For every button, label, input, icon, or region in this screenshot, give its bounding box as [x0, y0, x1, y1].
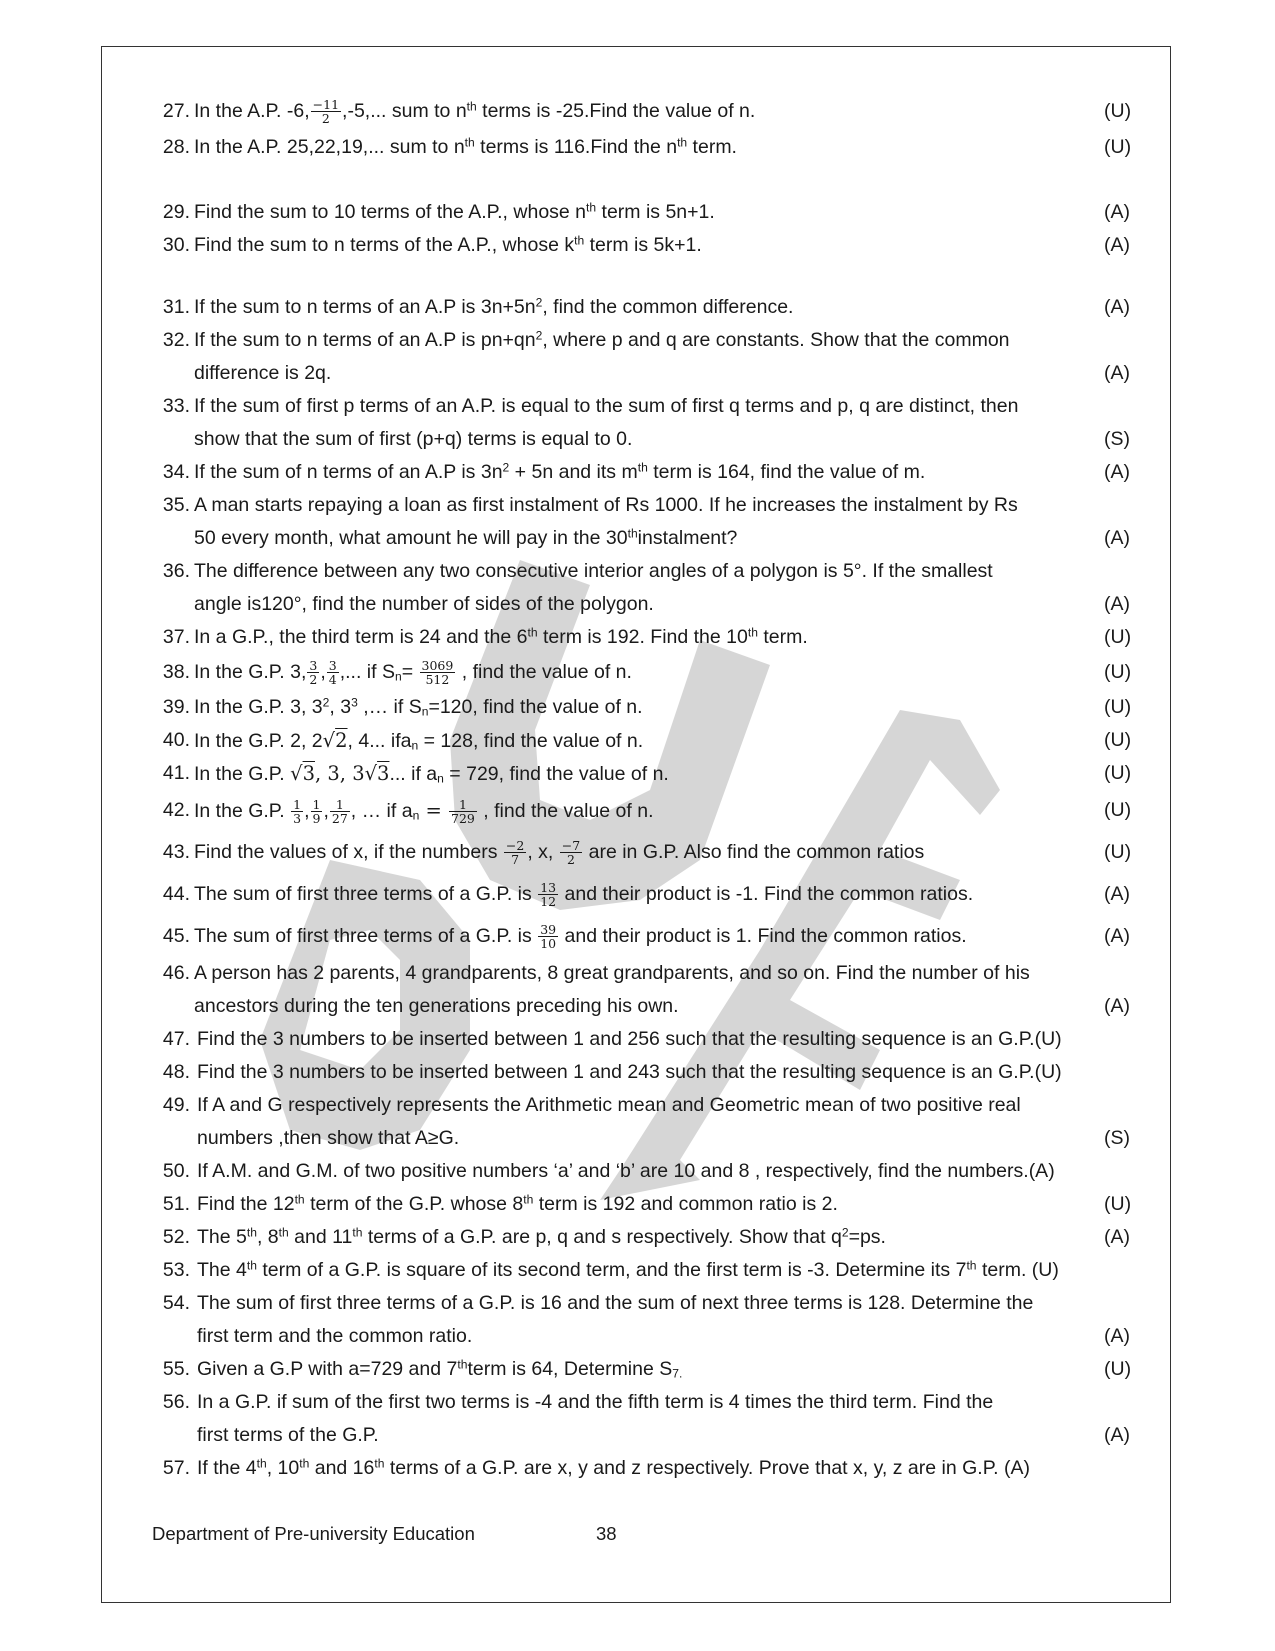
question-30: 30. Find the sum to n terms of the A.P., whose $k^{th}$ term is 5k+1. (A): [162, 233, 1130, 256]
question-33: 33. If the sum of first p terms of an A.P. is equal to the sum of first q terms and p, q are distinct, then: [162, 395, 1019, 417]
question-37: 37. In a G.P., the third term is 24 and the 6th term is 192. Find the 10th term. (U): [162, 625, 1132, 648]
question-44: 44. The sum of first three terms of a G.P. is $\frac{13}{12}$ and their product is -1. Find the common ratios. (A): [162, 880, 1130, 910]
question-45: 45. The sum of first three terms of a G.P. is $\frac{39}{10}$ and their product is 1. Find the common ratios. (A): [162, 922, 1130, 952]
question-28: 28. In the A.P. 25,22,19,... sum to $n^{th}$ terms is 116.Find the $n^{th}$ term. (U): [162, 135, 1132, 158]
question-34: 34. If the sum of n terms of an A.P is $3n^2 + 5n$ and its $m^{th}$ term is 164, find the value of m. (A): [162, 460, 1130, 483]
question-27: 27. In the A.P. -6, $\frac{-11}{2}$ ,-5,... sum to $n^{th}$ terms is -25.Find the value of n. (U): [162, 97, 1132, 127]
question-57: 57. If the 4th, 10th and 16th terms of a G.P. are x, y and z respectively. Prove that x, y, z are in G.P. (A): [162, 1456, 1031, 1479]
question-29: 29. Find the sum to 10 terms of the A.P., whose $n^{th}$ term is 5n+1. (A): [162, 200, 1130, 223]
question-53: 53. The 4th term of a G.P. is square of its second term, and the first term is -3. Determine its 7th term. (U): [162, 1258, 1059, 1281]
question-56: 56. In a G.P. if sum of the first two terms is -4 and the fifth term is 4 times the third term. Find the: [162, 1391, 994, 1413]
question-32: 32. If the sum to n terms of an A.P is $pn+qn^2$, where p and q are constants. Show that the common: [162, 328, 1010, 351]
question-35: 35. A man starts repaying a loan as first instalment of Rs 1000. If he increases the instalment by Rs: [162, 494, 1018, 516]
question-38: 38. In the G.P. 3, $\frac{3}{2}$ , $\frac{3}{4}$ ,... if $S_n=$ $\frac{3069}{512}$ , find the value of n. (U): [162, 658, 1132, 688]
question-40: 40. In the G.P. 2, 2√2, 4... ifa$_n$ = 128, find the value of n. (U): [162, 729, 1132, 753]
question-42: 42. In the G.P. $\frac{1}{3}$ , $\frac{1}{9}$ , $\frac{1}{27}$ , … if $a_n$ = $\frac{1}{729}$ , find the value of n. (U): [162, 797, 1132, 827]
question-48: 48. Find the 3 numbers to be inserted between 1 and 243 such that the resulting sequence is an G.P.(U): [162, 1061, 1062, 1083]
question-49: 49. If A and G respectively represents the Arithmetic mean and Geometric mean of two positive real: [162, 1094, 1021, 1116]
question-39: 39. In the G.P. 3, $3^2$, $3^3$ ,… if $S_n=120$, find the value of n. (U): [162, 695, 1132, 719]
question-55: 55. Given a G.P with a=729 and 7thterm is 64, Determine $S_{7.}$ (U): [162, 1357, 1132, 1381]
question-list-2: [150, 196, 1160, 262]
question-list-3: 31. If the sum to n terms of an A.P is $3n+5n^2$, find the common difference. (A) 32. If the sum to n terms of an A.P is $pn+qn^2$, where p and q are constants. Show that the common difference is 2q. (A) 33. If the sum of first p terms of an A.P. is equal to the sum of first q terms and p, q are distinct, then show that the sum of first (p+q) terms is equal to 0. (S) 34. If the sum of n terms of an A.P is $3n^2 + 5n$ and its $m^{th}$ term is 164, find the value of m. (A) 35. A man starts repaying a loan as first instalment of Rs 1000. If he increases the instalment by Rs 50 every month, what amount he will pay in the 30thinstalment? (A) 36. The difference between any two consecutive interior angles of a polygon is 5°. If the smallest angle is120°, find the number of sides of the polygon. (A) 37. In a G.P., the third term is 24 and the 6th term is 192. Find the 10th term. (U) 38. In the G.P. 3, $\frac{3}{2}$ , $\frac{3}{4}$ ,... if $S_n=$ $\frac{3069}{512}$ , find the value of n. (U) 39. In the G.P. 3, $3^2$, $3^3$ ,… if $S_n=120$, find the value of n. (U) 40. In the G.P. 2, 2√2, 4... ifa$_n$ = 128, find the value of n. (U) 41. In the G.P. √3, 3, 3√3... if $a_n = 729$, find the value of n. (U) 42. In the G.P. $\frac{1}{3}$ , $\frac{1}{9}$ , $\frac{1}{27}$ , … if $a_n$ = $\frac{1}{729}$ , find the value of n. (U) 43. Find the values of x, if the numbers $\frac{-2}{7}$ , x, $\frac{-7}{2}$ are in G.P. Also find the common ratios (U) 44. The sum of first three terms of a G.P. is $\frac{13}{12}$ and their product is -1. Find the common ratios. (A) 45. The sum of first three terms of a G.P. is $\frac{39}{10}$ and their product is 1. Find the common ratios. (A) 46. A person has 2 parents, 4 grandparents, 8 great grandparents, and so on. Find the number of his ancestors during the ten generations preceding his own. (A) 47. Find the 3 numbers to be inserted between 1 and 256 such that the resulting sequence is an G.P.(U) 48. Find the 3 numbers to be inserted between 1 and 243 such that the resulting sequence is an G.P.(U) 49. If A and G respectively represents the Arithmetic mean and Geometric mean of two positive real numbers ,then show that A≥G. (S) 50. If A.M. and G.M. of two positive numbers ‘a’ and ‘b’ are 10 and 8 , respectively, find the numbers.(A) 51. Find the 12th term of the G.P. whose 8th term is 192 and common ratio is 2. (U) 52. The 5th, 8th and 11th terms of a G.P. are p, q and s respectively. Show that $q^2=ps$. (A) 53. The 4th term of a G.P. is square of its second term, and the first term is -3. Determine its 7th term. (U) 54. The sum of first three terms of a G.P. is 16 and the sum of next three terms is 128. Determine the first term and the common ratio. (A) 55. Given a G.P with a=729 and 7thterm is 64, Determine $S_{7.}$ (U) 56. In a G.P. if sum of the first two terms is -4 and the fifth term is 4 times the third term. Find the first terms of the G.P. (A) 57. If the 4th, 10th and 16th terms of a G.P. are x, y and z respectively. Prove that x, y, z are in G.P. (A): [150, 291, 1160, 1485]
question-31: 31. If the sum to n terms of an A.P is $3n+5n^2$, find the common difference. (A): [162, 295, 1130, 318]
question-46: 46. A person has 2 parents, 4 grandparents, 8 great grandparents, and so on. Find the number of his: [162, 962, 1030, 984]
fraction: $\frac{-11}{2}$: [312, 97, 340, 127]
question-36: 36. The difference between any two consecutive interior angles of a polygon is 5°. If the smallest: [162, 560, 993, 582]
question-52: 52. The 5th, 8th and 11th terms of a G.P. are p, q and s respectively. Show that $q^2=ps$. (A): [162, 1225, 1130, 1248]
question-50: 50. If A.M. and G.M. of two positive numbers ‘a’ and ‘b’ are 10 and 8 , respectively, find the numbers.(A): [162, 1160, 1055, 1182]
footer-department: Department of Pre-university Education: [152, 1523, 475, 1544]
question-list: [150, 95, 1160, 164]
question-41: 41. In the G.P. √3, 3, 3√3... if $a_n = 729$, find the value of n. (U): [162, 762, 1132, 786]
page-number: 38: [596, 1523, 617, 1544]
question-54: 54. The sum of first three terms of a G.P. is 16 and the sum of next three terms is 128. Determine the: [162, 1292, 1034, 1314]
question-51: 51. Find the 12th term of the G.P. whose 8th term is 192 and common ratio is 2. (U): [162, 1192, 1132, 1215]
question-47: 47. Find the 3 numbers to be inserted between 1 and 256 such that the resulting sequence is an G.P.(U): [162, 1028, 1062, 1050]
question-43: 43. Find the values of x, if the numbers $\frac{-2}{7}$ , x, $\frac{-7}{2}$ are in G.P. Also find the common ratios (U): [162, 838, 1132, 868]
